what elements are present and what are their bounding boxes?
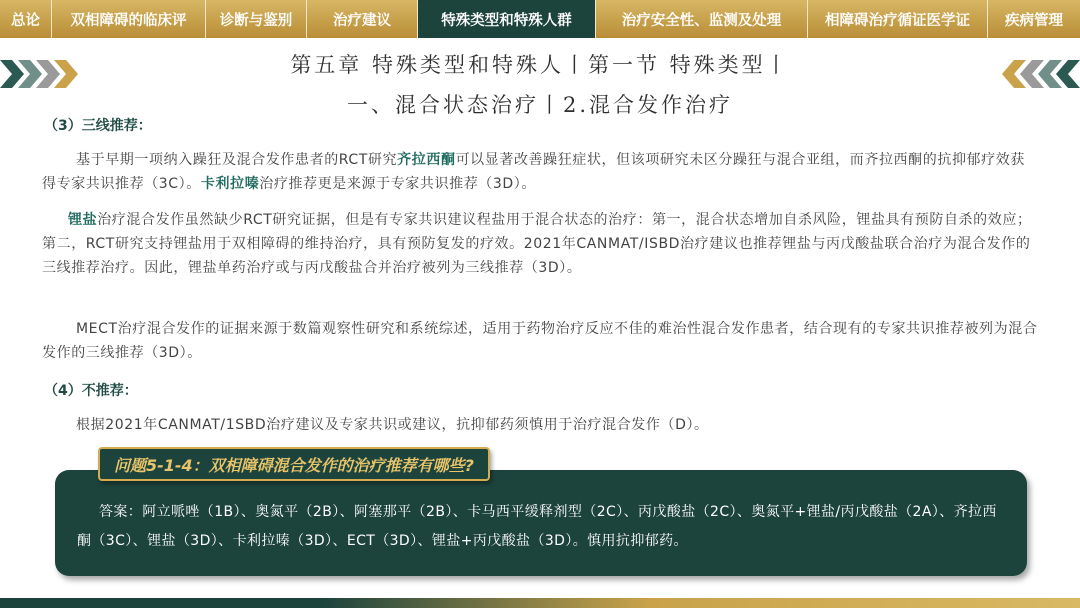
drug-lithium: 锂盐 [68,212,98,228]
third-line-heading: （3）三线推荐： [44,118,152,134]
question-badge [98,447,490,481]
tab-diagnosis[interactable]: 诊断与鉴别 [206,0,307,38]
answer-text: 答案：阿立哌唑（1B）、奥氮平（2B）、阿塞那平（2B）、卡马西平缓释剂型（2C）、丙戊酸盐（2C）、奥氮平+锂盐/丙戊酸盐（2A）、齐拉西酮（3C）、锂盐（3D）、卡利拉嗪（3D）、ECT（3D）、锂盐+丙戊酸盐（3D）。慎用抗抑郁药。 [77,504,997,549]
tab-evidence[interactable]: 相障碍治疗循证医学证 [808,0,988,38]
drug-ziprasidone: 齐拉西酮 [397,152,456,168]
question-text: 问题5-1-4：双相障碍混合发作的治疗推荐有哪些? [114,455,474,475]
paragraph-mect: MECT治疗混合发作的证据来源于数篇观察性研究和系统综述，适用于药物治疗反应不佳的难治性混合发作患者，结合现有的专家共识推荐被列为混合发作的三线推荐（3D）。 [42,321,1038,361]
tab-safety-monitoring[interactable]: 治疗安全性、监测及处理 [596,0,808,38]
chapter-title: 第五章 特殊类型和特殊人丨第一节 特殊类型丨 [290,53,790,77]
tab-treatment-advice[interactable]: 治疗建议 [307,0,418,38]
tab-disease-management[interactable]: 疾病管理 [988,0,1080,38]
tab-clinical-assessment[interactable]: 双相障碍的临床评 [52,0,206,38]
text: 治疗混合发作虽然缺少RCT研究证据，但是有专家共识建议程盐用于混合状态的治疗：第一，混合状态增加自杀风险，锂盐具有预防自杀的效应；第二，RCT研究支持锂盐用于双相障碍的维持治疗，具有预防复发的疗效。2021年CANMAT/ISBD治疗建议也推荐锂盐与丙戊酸盐联合治疗为混合发作的三线推荐治疗。因此，锂盐单药治疗或与丙戊酸盐合并治疗被列为三线推荐（3D）。 [42,212,1032,276]
paragraph-ziprasidone [42,148,1038,196]
paragraph-lithium [42,208,1038,280]
drug-cariprazine: 卡利拉嗪 [200,176,260,192]
top-nav [0,0,1080,38]
tab-special-types[interactable]: 特殊类型和特殊人群 [418,0,596,38]
text: 可以显著改善躁狂症状，但该项研究未区分躁狂与混合亚组，而齐拉西酮的抗抑郁疗效获得专家共识推荐（3C）。 [42,152,1025,192]
text: 治疗推荐更是来源于专家共识推荐（3D）。 [259,176,536,192]
bottom-bar [0,598,1080,608]
not-recommended-heading: （4）不推荐： [44,383,138,399]
section-title: 一、混合状态治疗丨2.混合发作治疗 [346,93,734,117]
answer-card [55,470,1027,576]
text: 基于早期一项纳入躁狂及混合发作患者的RCT研究 [76,152,398,168]
tab-overview[interactable]: 总论 [0,0,52,38]
paragraph-not-recommended: 根据2021年CANMAT/1SBD治疗建议及专家共识或建议，抗抑郁药须慎用于治疗混合发作（D）。 [76,417,709,433]
